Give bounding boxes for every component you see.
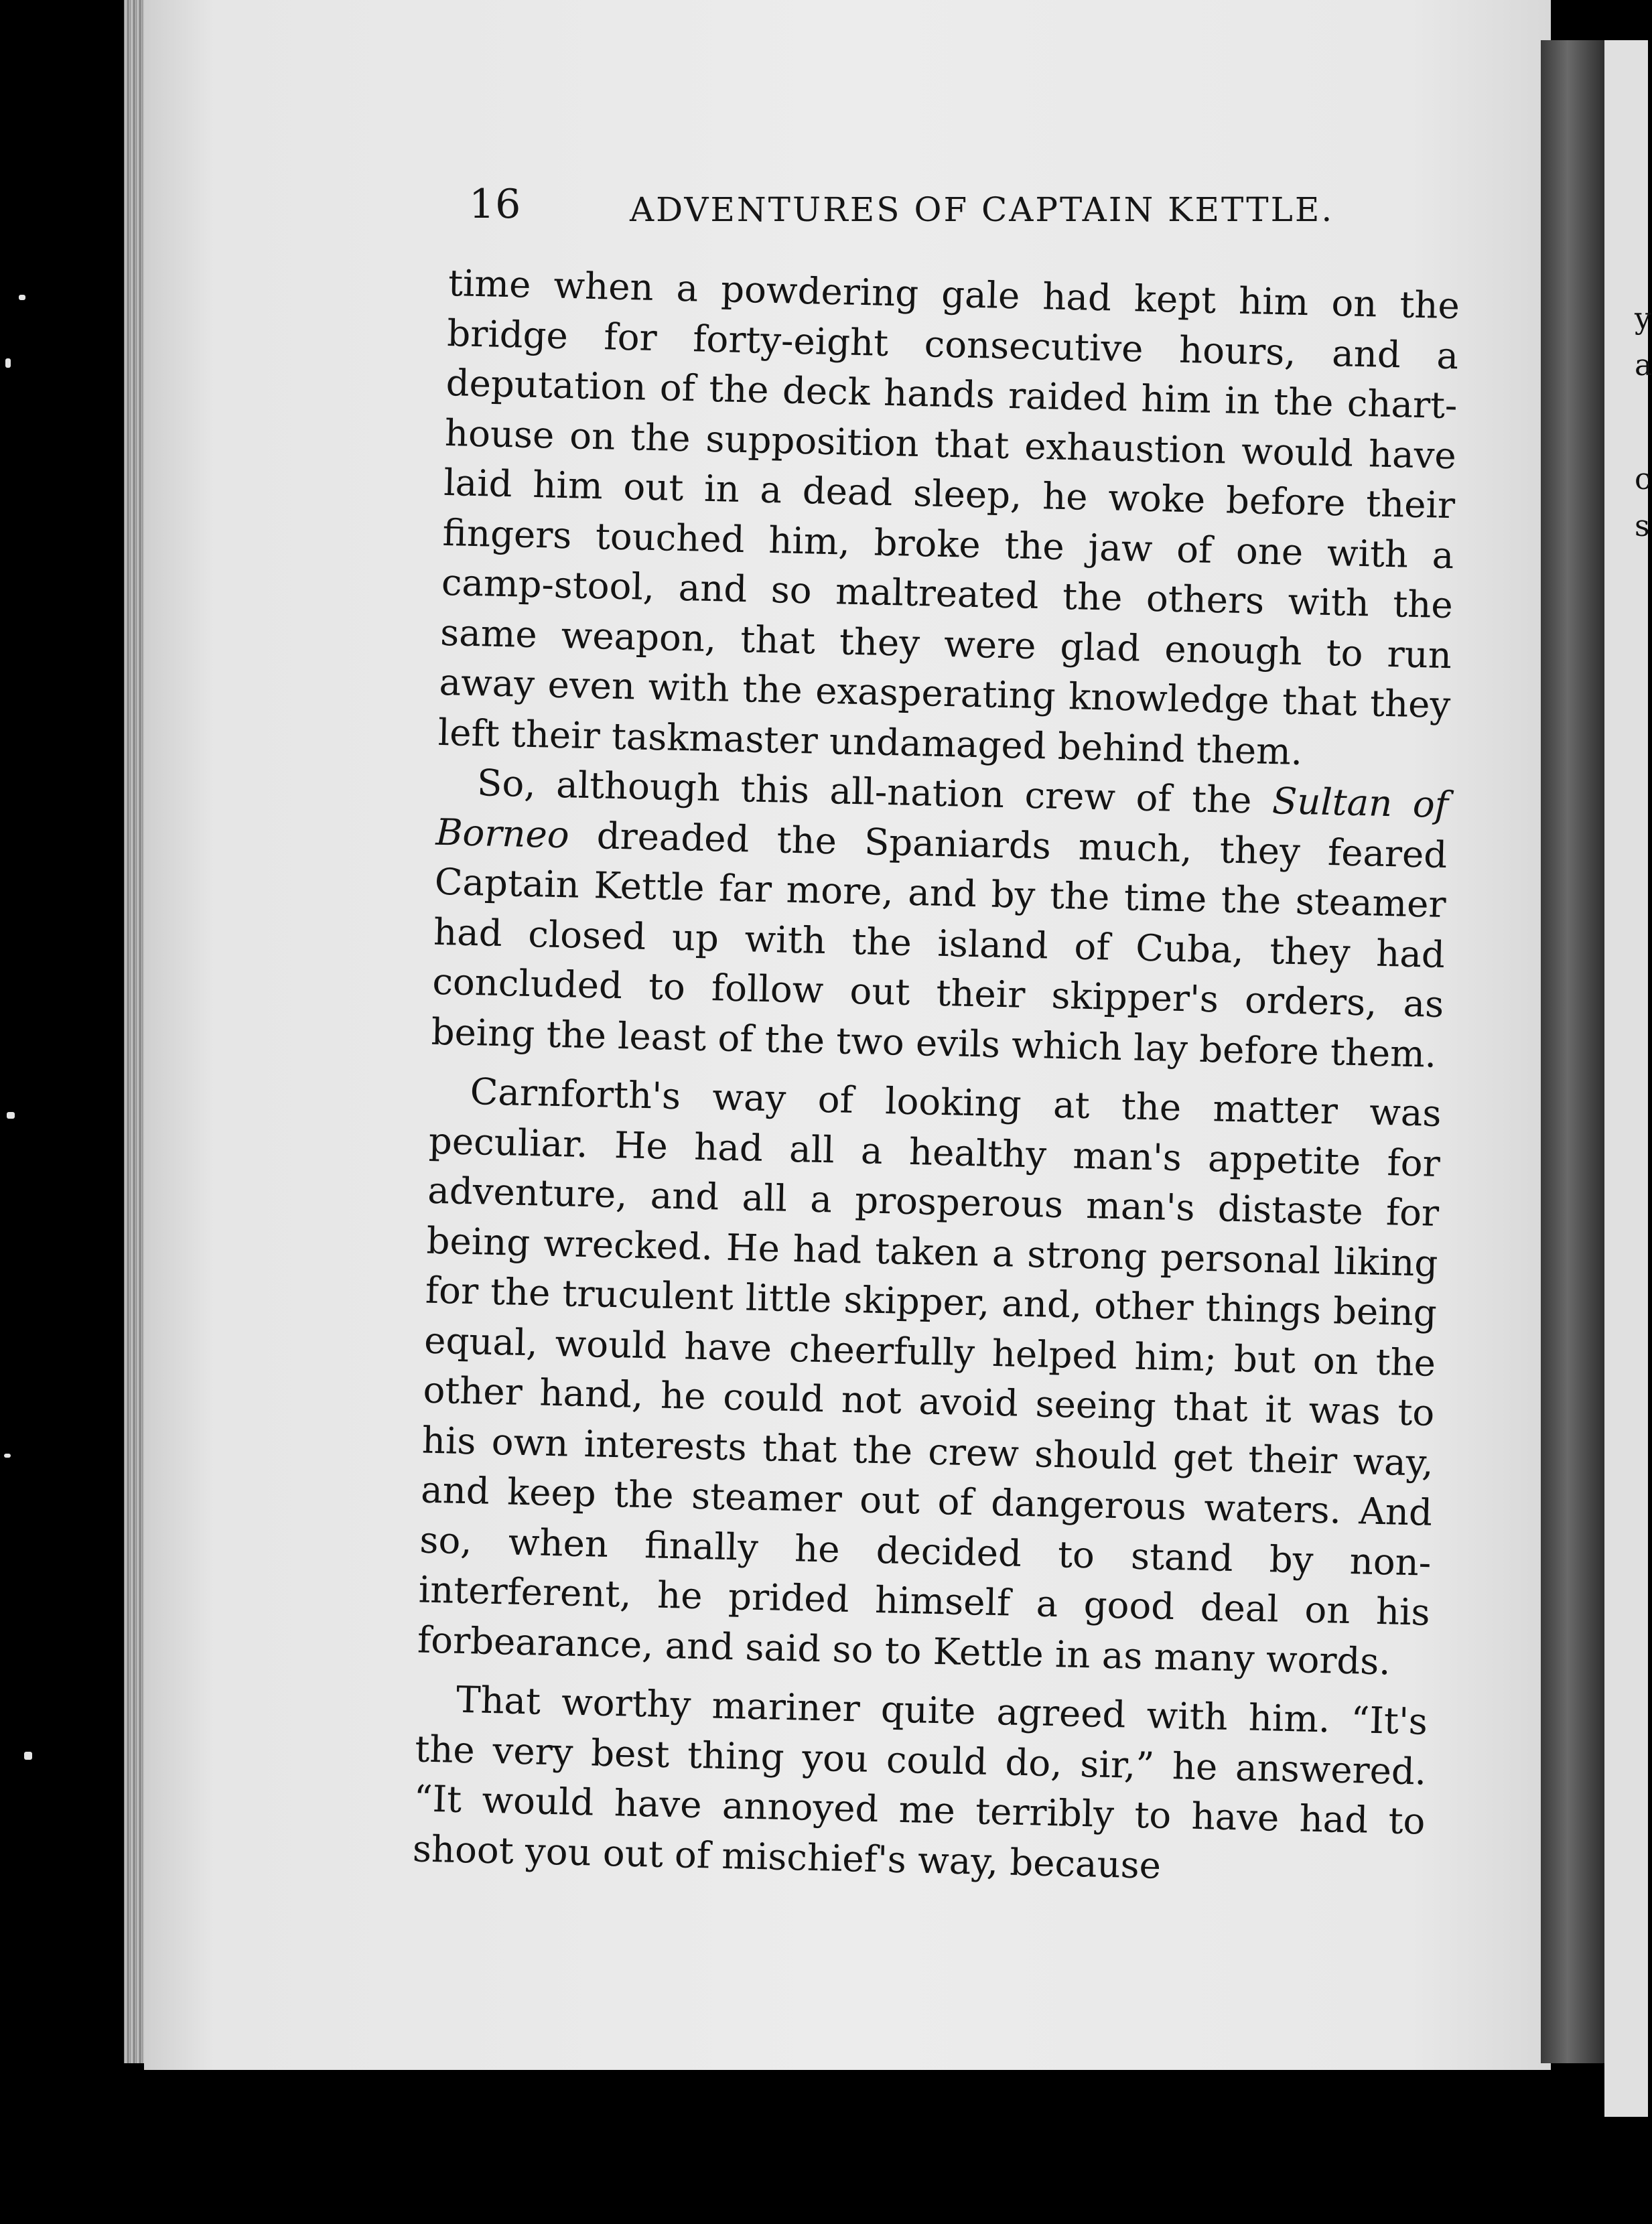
margin-speck: [7, 1112, 15, 1119]
ship-name-italic: Sultan of Borneo: [435, 779, 1449, 856]
book-gutter: [1541, 40, 1608, 2063]
facing-page-letter: a: [1635, 348, 1652, 383]
body-text: [412, 258, 1460, 1896]
margin-speck: [5, 358, 11, 368]
facing-page-letter: y: [1635, 301, 1651, 336]
margin-speck: [19, 295, 25, 300]
facing-page-letter: c: [1635, 462, 1651, 496]
paragraph: time when a powdering gale had kept him on the bridge for forty-eight consecutive hours, and a deputation of the deck hands raided him in the chart-house on the supposition that exhaustion would have laid him out in a dead sleep, he woke before their fingers touched him, broke the jaw of one with a camp-stool, and so maltreated the others with the same weapon, that they were glad enough to run away even with the exasperating knowledge that they left their taskmaster undamaged behind them.: [437, 261, 1460, 773]
running-head: [469, 181, 1340, 234]
running-title: ADVENTURES OF CAPTAIN KETTLE.: [630, 190, 1334, 229]
margin-speck: [4, 1454, 11, 1458]
paragraph: Carnforth's way of looking at the matter was peculiar. He had all a healthy man's appetite for adventure, and all a prosperous man's distaste for being wrecked. He had taken a strong personal liking for the truculent little skipper, and, other things being equal, would have cheerfully helped him; but on the other hand, he could not avoid seeing that it was to his own interests that the crew should get their way, and keep the steamer out of dangerous waters. And so, when finally he decided to stand by non-interferent, he prided himself a good deal on his forbearance, and said so to Kettle in as many words.: [417, 1070, 1442, 1683]
paragraph-text: So, although this all-nation crew of the: [476, 761, 1273, 823]
paragraph: [431, 757, 1449, 1079]
margin-speck: [24, 1752, 32, 1760]
page-number: 16: [469, 181, 522, 228]
paragraph: That worthy mariner quite agreed with him. “It's the very best thing you could do, sir,” he answered. “It would have annoyed me terribly to have had to shoot you out of mischief's way, because: [412, 1677, 1428, 1887]
paragraph-text: dreaded the Spaniards much, they feared Captain Kettle far more, and by the time the steamer had closed up with the island of Cuba, they had concluded to follow out their skipper's orders, as being the least of the two evils which lay before them.: [431, 813, 1448, 1076]
facing-page-letter: s: [1635, 509, 1650, 543]
